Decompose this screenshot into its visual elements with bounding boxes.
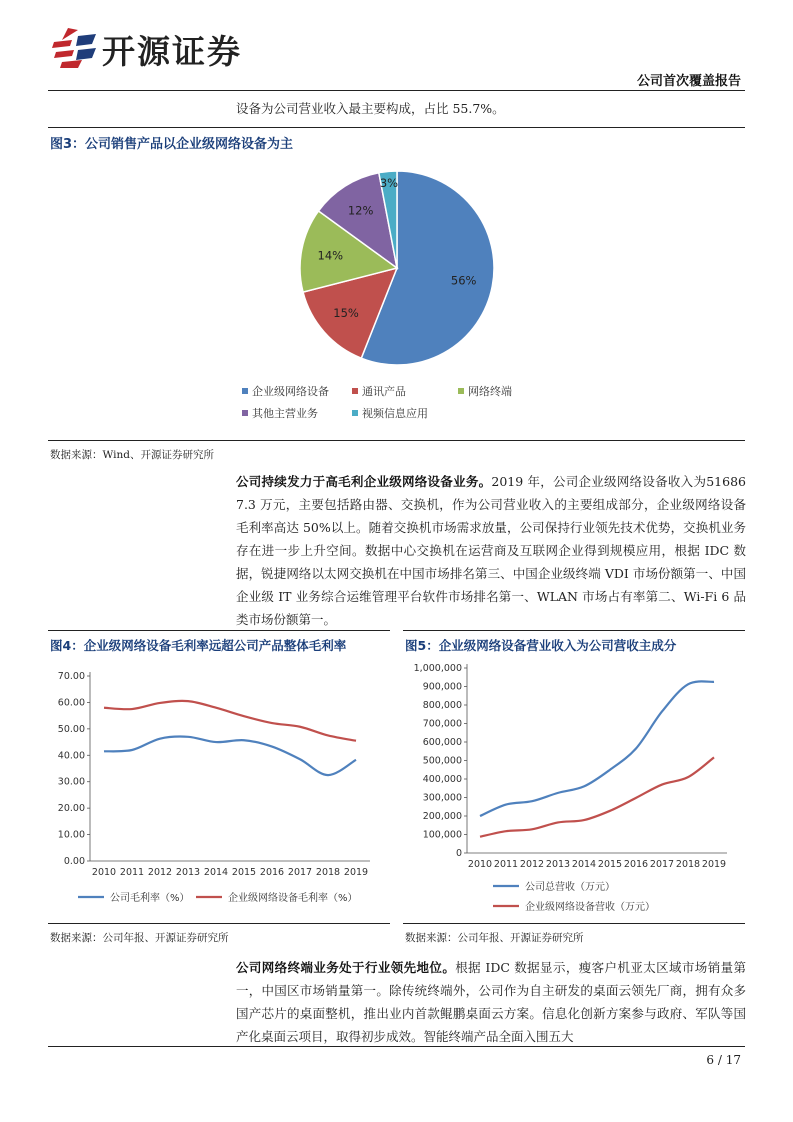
legend-label: 企业级网络设备: [252, 385, 329, 398]
pie-value-label: 12%: [347, 203, 374, 218]
pie-value-label: 15%: [333, 305, 359, 320]
paragraph-1: [236, 470, 746, 631]
header-divider: [48, 90, 745, 91]
legend-swatch: [352, 410, 358, 416]
legend-swatch: [352, 388, 358, 394]
x-tick-label: 2015: [597, 859, 623, 870]
y-tick-label: 100,000: [422, 829, 462, 841]
y-tick-label: 10.00: [57, 829, 85, 841]
series-line-1: [104, 737, 356, 776]
y-tick-label: 20.00: [57, 803, 85, 815]
pie-chart: [200, 155, 620, 440]
legend-swatch: [458, 388, 464, 394]
y-tick-label: 60.00: [57, 697, 85, 709]
x-tick-label: 2019: [343, 867, 369, 878]
pie-value-label: 56%: [450, 273, 477, 288]
logo-icon: [48, 24, 100, 70]
fig5-top-rule: [403, 630, 745, 631]
y-tick-label: 70.00: [57, 671, 85, 682]
fig4-title: 图4：企业级网络设备毛利率远超公司产品整体毛利率: [50, 638, 347, 653]
y-tick-label: 400,000: [422, 774, 462, 785]
fig5-title: 图5：企业级网络设备营业收入为公司营收主成分: [405, 638, 677, 653]
series-line-2: [480, 757, 714, 836]
x-tick-label: 2018: [675, 859, 701, 870]
x-tick-label: 2014: [203, 867, 229, 878]
y-tick-label: 0: [455, 848, 462, 859]
y-tick-label: 300,000: [422, 792, 462, 804]
margin-chart: [48, 656, 393, 921]
y-tick-label: 900,000: [422, 681, 462, 693]
legend-label: 其他主营业务: [252, 407, 318, 420]
report-type: 公司首次覆盖报告: [636, 74, 741, 89]
x-tick-label: 2016: [259, 867, 285, 878]
legend-label: 企业级网络设备毛利率（%）: [228, 893, 358, 904]
legend-label: 公司总营收（万元）: [525, 882, 615, 893]
company-name: 开源证券: [102, 32, 242, 71]
y-tick-label: 200,000: [422, 811, 462, 822]
y-tick-label: 600,000: [422, 737, 462, 748]
x-tick-label: 2013: [175, 867, 201, 878]
x-tick-label: 2014: [571, 859, 597, 870]
pie-value-label: 14%: [317, 248, 344, 263]
x-tick-label: 2010: [467, 859, 493, 870]
paragraph-1-body: 2019 年，公司企业级网络设备收入为516867.3 万元，主要包括路由器、交换机，作为公司营业收入的主要组成部分，企业级网络设备毛利率高达 50%以上。随着交换机市场需求放量，公司保持行业领先技术优势，交换机业务存在进一步上升空间。数据中心交换机在运营商及互联网企业得到规模应用，根据 IDC 数据，锐捷网络以太网交换机在中国市场排名第三、中国企业级终端 VDI 市场份额第一、中国企业级 IT 业务综合运维管理平台软件市场排名第一、WLAN 市场占有率第二、Wi-Fi 6 品类市场份额第一。: [236, 474, 746, 627]
revenue-chart: [403, 656, 748, 921]
x-tick-label: 2015: [231, 867, 257, 878]
fig3-source: 数据来源：Wind、开源证券研究所: [50, 449, 214, 461]
paragraph-2: [236, 956, 746, 1048]
y-tick-label: 700,000: [422, 718, 462, 730]
legend-label: 企业级网络设备营收（万元）: [525, 902, 655, 913]
paragraph-2-lead: 公司网络终端业务处于行业领先地位。: [236, 960, 456, 975]
fig5-bottom-rule: [403, 923, 745, 924]
fig3-title: 图3：公司销售产品以企业级网络设备为主: [50, 137, 294, 152]
footer-divider: [48, 1046, 745, 1047]
y-tick-label: 500,000: [422, 755, 462, 767]
x-tick-label: 2012: [519, 859, 545, 870]
legend-swatch: [242, 410, 248, 416]
x-tick-label: 2019: [701, 859, 727, 870]
y-tick-label: 30.00: [57, 776, 85, 788]
page-number: 6 / 17: [706, 1053, 741, 1067]
x-tick-label: 2017: [287, 867, 313, 878]
intro-line: 设备为公司营业收入最主要构成，占比 55.7%。: [236, 101, 505, 116]
legend-label: 网络终端: [468, 385, 512, 398]
fig4-top-rule: [48, 630, 390, 631]
y-tick-label: 0.00: [63, 856, 85, 867]
fig4-bottom-rule: [48, 923, 390, 924]
x-tick-label: 2011: [493, 859, 519, 870]
x-tick-label: 2016: [623, 859, 649, 870]
series-line-1: [480, 681, 714, 816]
paragraph-2-body: 根据 IDC 数据显示，瘦客户机亚太区域市场销量第一，中国区市场销量第一。除传统终端外，公司作为自主研发的桌面云领先厂商，拥有众多国产芯片的桌面整机，推出业内首款鲲鹏桌面云方案。信息化创新方案参与政府、军队等国产化桌面云项目，取得初步成效。智能终端产品全面入围五大: [236, 960, 746, 1044]
x-tick-label: 2010: [91, 867, 117, 878]
x-tick-label: 2018: [315, 867, 341, 878]
fig4-source: 数据来源：公司年报、开源证券研究所: [50, 932, 229, 944]
paragraph-1-lead: 公司持续发力于高毛利企业级网络设备业务。: [236, 474, 492, 489]
y-tick-label: 50.00: [57, 723, 85, 735]
pie-value-label: 3%: [379, 176, 399, 191]
legend-swatch: [242, 388, 248, 394]
x-tick-label: 2012: [147, 867, 173, 878]
x-tick-label: 2013: [545, 859, 571, 870]
logo: [48, 24, 100, 70]
y-tick-label: 40.00: [57, 750, 85, 762]
x-tick-label: 2011: [119, 867, 145, 878]
legend-label: 公司毛利率（%）: [110, 893, 190, 904]
legend-label: 视频信息应用: [362, 407, 428, 420]
legend-label: 通讯产品: [362, 385, 406, 398]
fig5-source: 数据来源：公司年报、开源证券研究所: [405, 932, 584, 944]
y-tick-label: 1,000,000: [413, 663, 462, 674]
series-line-2: [104, 701, 356, 741]
fig3-bottom-rule: [48, 440, 745, 441]
fig3-top-rule: [48, 127, 745, 128]
x-tick-label: 2017: [649, 859, 675, 870]
y-tick-label: 800,000: [422, 700, 462, 711]
